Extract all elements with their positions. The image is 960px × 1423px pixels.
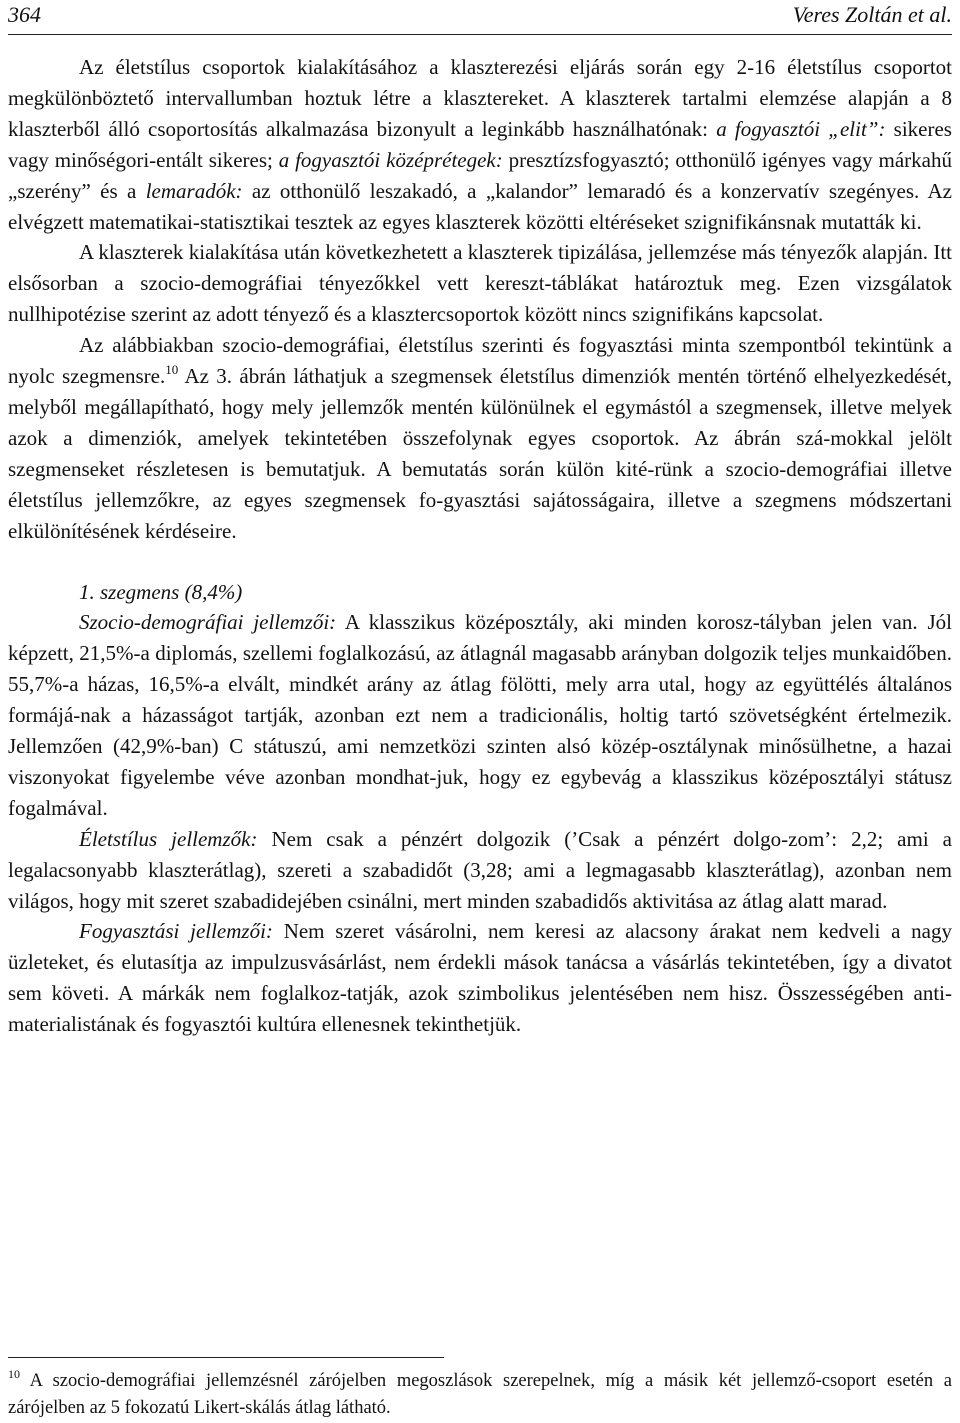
text-run: A klasszikus középosztály, aki minden korosz-tályban jelen van. Jól képzett, 21,5%-a diplomás, szellemi foglalkozású, az átlagnál magasabb arányban dolgozik teljes munkaidőben. 55,7%-a házas, 16,5%-a elvált, mindkét arány az átlag fölötti, mely arra utal, hogy az együttélés általános formájá-nak a házasságot tartják, azonban ezt nem a tradicionális, holtig tartó szövetségként értelmezik. Jellemzően (42,9%-ban) C státuszú, ami nemzetközi szinten alsó közép-osztálynak minősülhetne, a hazai viszonyokat figyelembe véve azonban mondhat-juk, hogy ez egybevág a klasszikus középosztályi státusz fogalmával. — [8, 610, 953, 820]
footnote-separator — [8, 1357, 444, 1358]
paragraph-sociodemographic — [8, 607, 952, 823]
running-title: Veres Zoltán et al. — [792, 2, 952, 27]
spacer — [8, 547, 952, 577]
footnote-ref[interactable]: 10 — [165, 362, 179, 378]
paragraph-segments-intro — [8, 330, 952, 546]
italic-term: a fogyasztói középrétegek: — [278, 147, 503, 172]
body-text — [8, 52, 952, 1040]
paragraph-clusters — [8, 52, 952, 237]
paragraph-typing: A klaszterek kialakítása után következhetett a klaszterek tipizálása, jellemzése más tényezők alapján. Itt elsősorban a szocio-demográfiai tényezőkkel vett kereszt-táblákat határoztuk meg. Ezen vizsgálatok nullhipotézise szerint az adott tényező és a klasztercsoportok között nincs szignifikáns kapcsolat. — [8, 240, 952, 327]
text-run: sikeres vagy minőségori-entált sikeres; — [8, 116, 952, 172]
footnote-text: A szocio-demográfiai jellemzésnél zárójelben megoszlások szerepelnek, míg a másik két jellemző-csoport esetén a zárójelben az 5 fokozatú Likert-skálás átlag látható. — [8, 1371, 952, 1418]
footnote — [8, 1368, 952, 1422]
paragraph-lifestyle — [8, 824, 952, 917]
page-header — [8, 0, 952, 35]
text-run: Az 3. ábrán láthatjuk a szegmensek életstílus dimenziók mentén történő elhelyezkedését, melyből megállapítható, hogy mely jellemzők mentén különülnek el egymástól a szegmensek, illetve melyek azok a dimenziók, amelyek tekintetében összefolynak egyes csoportok. Az ábrán szá-mokkal jelölt szegmenseket részletesen is bemutatjuk. A bemutatás során külön kité-rünk a szocio-demográfiai illetve életstílus jellemzőkre, az egyes szegmensek fo-gyasztási sajátosságaira, illetve a szegmens módszertani elkülönítésének kérdéseire. — [8, 364, 952, 543]
italic-label: Szocio-demográfiai jellemzői: — [79, 610, 337, 635]
text-run: presztízsfogyasztó; otthonülő igényes vagy márkahű „szerény” és a — [8, 147, 952, 203]
text-run: Nem szeret vásárolni, nem keresi az alacsony árakat nem kedveli a nagy üzleteket, és elutasítja az impulzusvásárlást, nem érdekli mások tanácsa a vásárlás tekintetében, így a divatot sem követi. A márkák nem foglalkoz-tatják, azok szimbolikus jelentésében nem hisz. Összességében anti-materialistának és fogyasztói kultúra ellenesnek tekinthetjük. — [8, 919, 952, 1037]
footnote-number: 10 — [8, 1367, 20, 1381]
text-run: Az alábbiakban szocio-demográfiai, életstílus szerinti és fogyasztási minta szempontból tekintünk a nyolc szegmensre. — [8, 333, 952, 389]
italic-label: Életstílus jellemzők: — [79, 826, 258, 851]
paragraph-consumption — [8, 916, 952, 1040]
italic-label: Fogyasztási jellemzői: — [79, 919, 273, 944]
page-number: 364 — [8, 2, 41, 27]
italic-term: a fogyasztói „elit”: — [716, 116, 886, 141]
text-run: Az életstílus csoportok kialakításához a klaszterezési eljárás során egy 2-16 életstílus csoportot megkülönböztető intervallumban hoztuk létre a klasztereket. A klaszterek tartalmi elemzése alapján a 8 klaszterből álló csoportosítás alkalmazása bizonyult a leginkább használhatónak: — [8, 55, 952, 141]
text-run: az otthonülő leszakadó, a „kalandor” lemaradó és a konzervatív szegényes. Az elvégzett matematikai-statisztikai tesztek az egyes klaszterek közötti eltéréseket szignifikánsnak mutatták ki. — [8, 178, 952, 234]
segment-heading: 1. szegmens (8,4%) — [79, 579, 243, 604]
italic-term: lemaradók: — [145, 178, 243, 203]
text-run: Nem csak a pénzért dolgozik (’Csak a pénzért dolgo-zom’: 2,2; ami a legalacsonyabb klaszterátlag), szereti a szabadidőt (3,28; ami a legmagasabb klaszterátlag), azonban nem világos, hogy mit szeret szabadidejében csinálni, mert minden szabadidős aktivitása az átlag alatt marad. — [8, 826, 952, 913]
